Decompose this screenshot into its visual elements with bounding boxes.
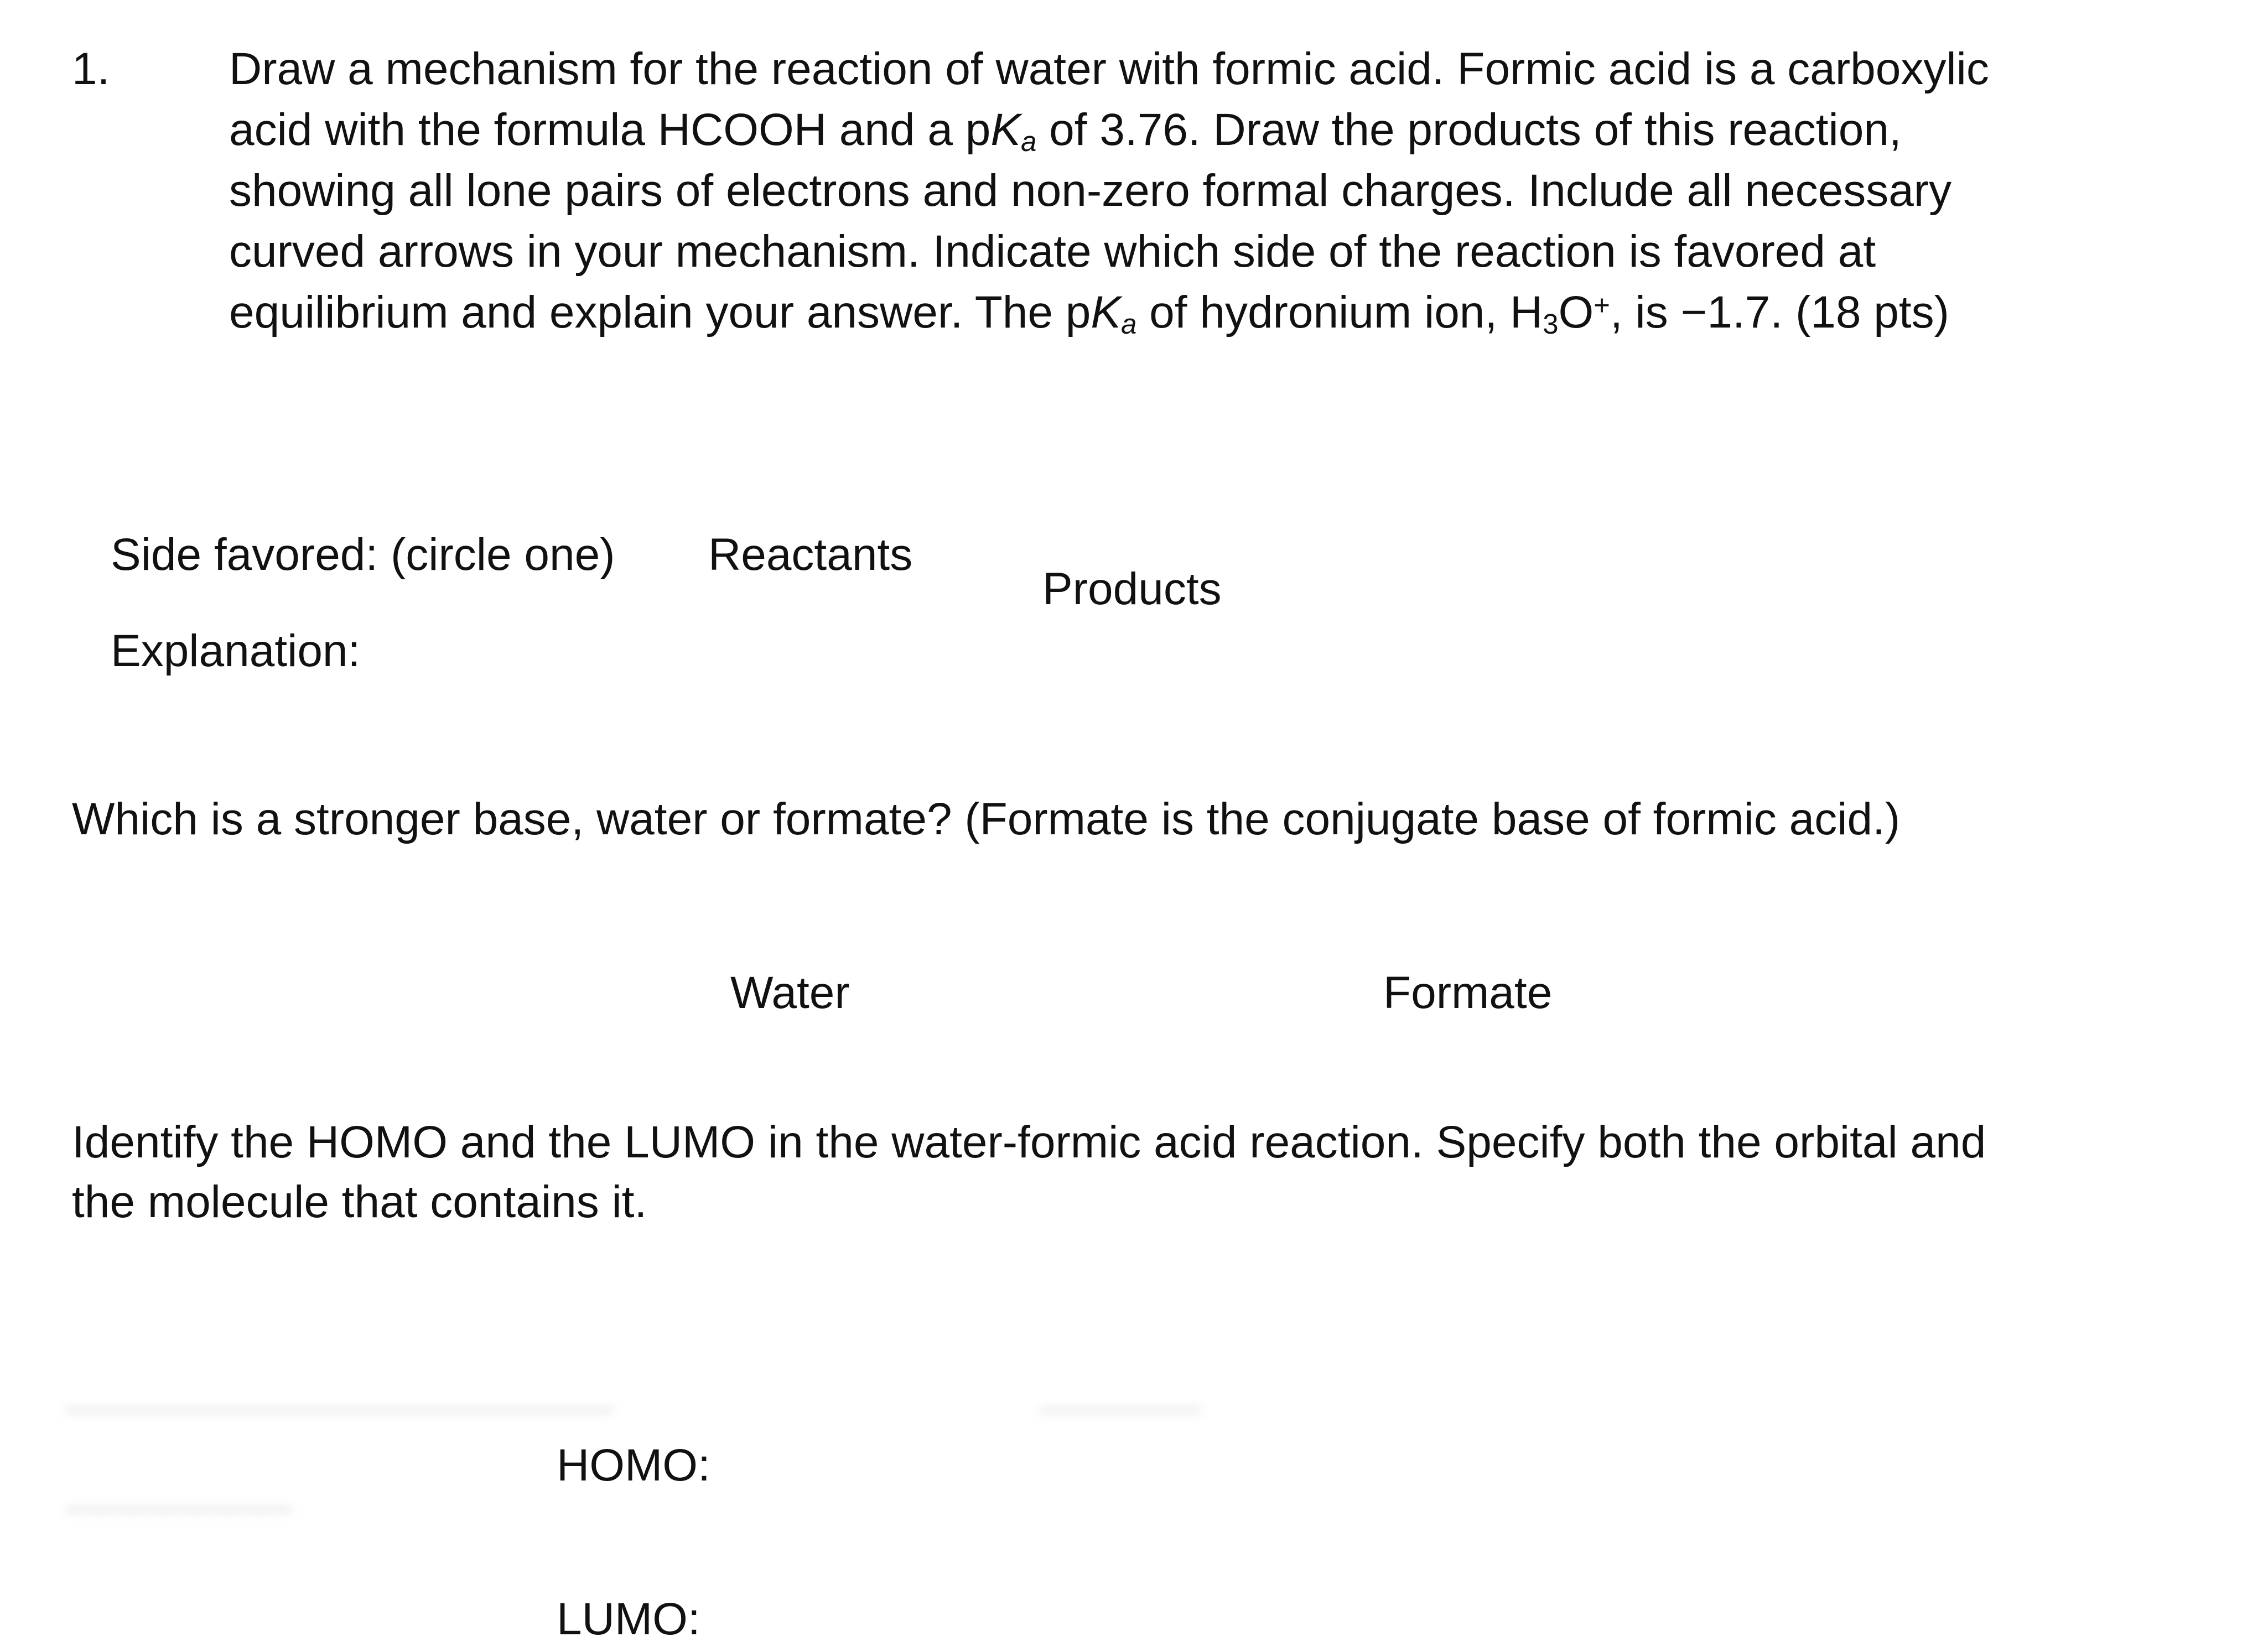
side-favored-label: Side favored: (circle one) bbox=[111, 529, 615, 580]
explanation-label: Explanation: bbox=[111, 626, 361, 676]
bleed-through-mark: ​───────────────── bbox=[66, 1384, 613, 1434]
question-text-line-3: showing all lone pairs of electrons and non-zero formal charges. Include all necessary bbox=[229, 165, 1952, 216]
option-formate[interactable]: Formate bbox=[1383, 968, 1553, 1018]
question-text-line-2: acid with the formula HCOOH and a pKa of 3.76. Draw the products of this reaction, bbox=[229, 105, 1902, 158]
option-products[interactable]: Products bbox=[1042, 564, 1222, 614]
option-water[interactable]: Water bbox=[730, 968, 850, 1018]
question-text-line-1: Draw a mechanism for the reaction of water with formic acid. Formic acid is a carboxylic bbox=[229, 44, 1989, 94]
bleed-through-mark: ─────── bbox=[66, 1483, 292, 1534]
homo-label: HOMO: bbox=[557, 1440, 710, 1490]
orbital-question-line-2: the molecule that contains it. bbox=[72, 1177, 647, 1227]
question-text-line-4: curved arrows in your mechanism. Indicate which side of the reaction is favored at bbox=[229, 226, 1876, 277]
question-number: 1. bbox=[72, 44, 110, 94]
orbital-question-line-1: Identify the HOMO and the LUMO in the water-formic acid reaction. Specify both the orbital and bbox=[72, 1117, 1986, 1167]
base-question-prompt: Which is a stronger base, water or formate? (Formate is the conjugate base of formic acid.) bbox=[72, 794, 1901, 844]
option-reactants[interactable]: Reactants bbox=[708, 529, 913, 580]
bleed-through-mark: ───── bbox=[1040, 1384, 1201, 1434]
question-text-line-5: equilibrium and explain your answer. The pKa of hydronium ion, H3O+, is −1.7. (18 pts) bbox=[229, 287, 1949, 340]
lumo-label: LUMO: bbox=[557, 1594, 700, 1644]
